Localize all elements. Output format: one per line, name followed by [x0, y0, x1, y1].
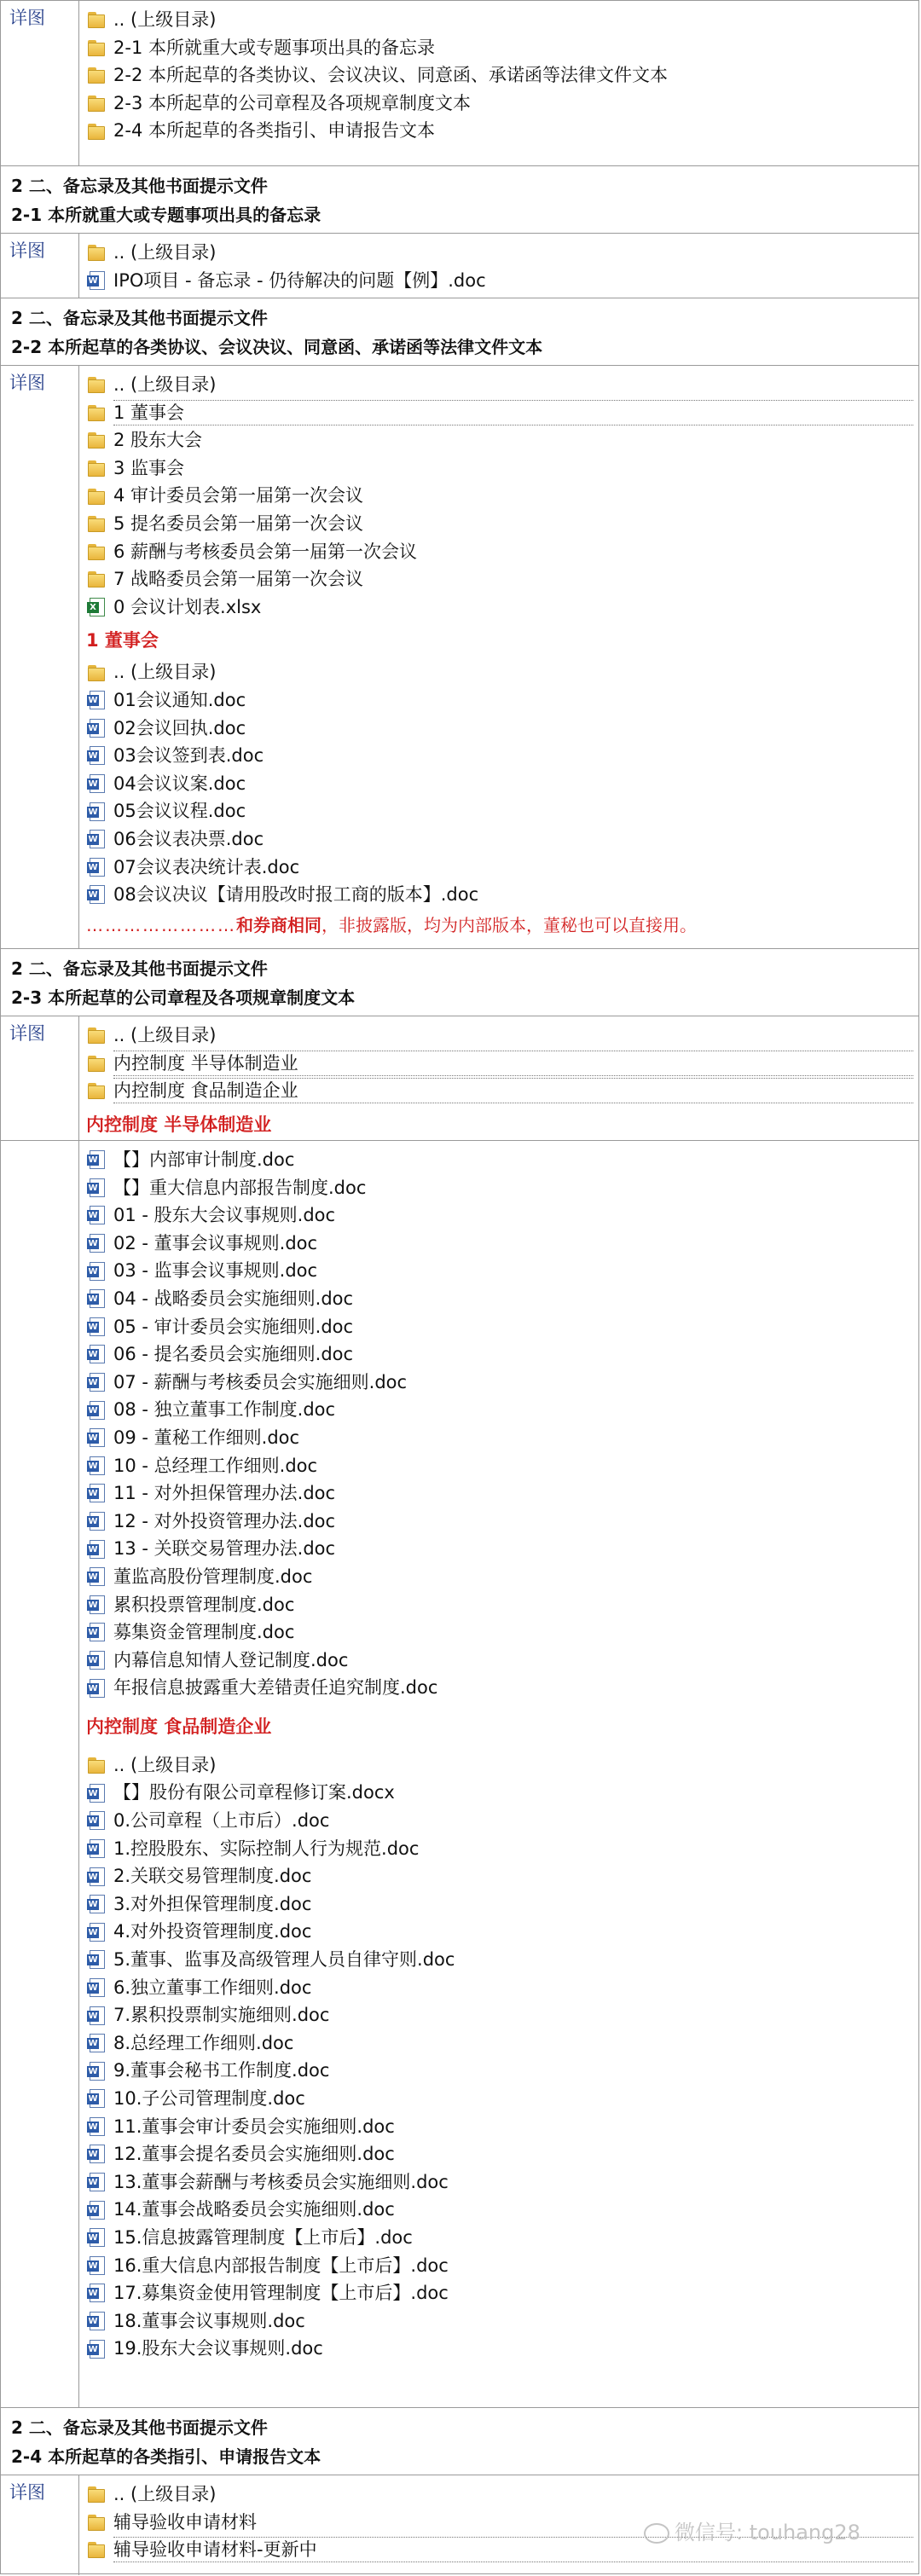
detail-row: [1, 1016, 918, 1140]
word-icon: [86, 1838, 108, 1859]
file-list: [86, 1751, 918, 2363]
folder-item[interactable]: [86, 454, 918, 483]
watermark: [644, 2515, 860, 2545]
word-icon: [86, 1595, 108, 1615]
word-icon: [86, 1810, 108, 1831]
item-label: 3.对外担保管理制度.doc: [113, 1893, 312, 1914]
word-icon: [86, 1400, 108, 1421]
file-item[interactable]: [86, 742, 918, 770]
item-label: 13.董事会薪酬与考核委员会实施细则.doc: [113, 2171, 449, 2192]
folder-icon: [86, 2512, 108, 2533]
file-item[interactable]: [86, 2307, 918, 2336]
word-icon: [86, 2144, 108, 2164]
item-label: 3 监事会: [113, 457, 185, 478]
item-label: 11 - 对外担保管理办法.doc: [113, 1483, 336, 1504]
file-item[interactable]: [86, 1974, 918, 2002]
item-label: 【】重大信息内部报告制度.doc: [113, 1177, 367, 1198]
item-label: 2-1 本所就重大或专题事项出具的备忘录: [113, 37, 435, 58]
file-item[interactable]: [86, 2001, 918, 2029]
word-icon: [86, 1511, 108, 1531]
file-item[interactable]: [86, 854, 918, 882]
item-label: 4.对外投资管理制度.doc: [113, 1921, 312, 1942]
file-list: [86, 1022, 918, 1105]
item-label: 02会议回执.doc: [113, 717, 246, 738]
item-label: 15.信息披露管理制度【上市后】.doc: [113, 2226, 413, 2248]
item-label: .. (上级目录): [113, 2484, 217, 2504]
file-item[interactable]: [86, 825, 918, 854]
folder-icon: [86, 2484, 108, 2504]
word-icon: [86, 2339, 108, 2359]
item-label: .. (上级目录): [113, 374, 217, 395]
folder-item[interactable]: [86, 6, 918, 34]
item-label: 1.控股股东、实际控制人行为规范.doc: [113, 1838, 420, 1859]
file-item[interactable]: [86, 593, 918, 622]
folder-item[interactable]: [86, 1077, 918, 1105]
word-icon: [86, 690, 108, 710]
word-icon: [86, 2255, 108, 2276]
word-icon: [86, 1622, 108, 1642]
section-title: 2 二、备忘录及其他书面提示文件: [11, 2417, 268, 2438]
item-label: 01会议通知.doc: [113, 689, 246, 710]
file-item[interactable]: [86, 1313, 918, 1341]
folder-icon: [86, 374, 108, 395]
word-icon: [86, 1288, 108, 1309]
item-label: 2.关联交易管理制度.doc: [113, 1866, 312, 1887]
folder-icon: [86, 1025, 108, 1045]
file-item[interactable]: [86, 1674, 918, 1702]
detail-label-empty: [1, 1141, 79, 2407]
item-label: IPO项目 - 备忘录 - 仍待解决的问题【例】.doc: [113, 269, 486, 291]
word-icon: [86, 1149, 108, 1170]
item-label: 08会议决议【请用股改时报工商的版本】.doc: [113, 884, 479, 906]
item-label: 8.总经理工作细则.doc: [113, 2032, 294, 2053]
file-item[interactable]: [86, 1285, 918, 1313]
item-label: 内控制度 半导体制造业: [113, 1051, 913, 1076]
item-label: 02 - 董事会议事规则.doc: [113, 1232, 318, 1253]
file-item[interactable]: [86, 1807, 918, 1835]
word-icon: [86, 2283, 108, 2303]
word-icon: [86, 1344, 108, 1364]
folder-item[interactable]: [86, 399, 918, 427]
file-item[interactable]: [86, 2224, 918, 2252]
notice-rest: ，非披露版，均为内部版本，董秘也可以直接用。: [321, 914, 697, 935]
folder-item[interactable]: [86, 482, 918, 510]
section-subtitle: 2-3 本所起草的公司章程及各项规章制度文本: [11, 987, 356, 1008]
word-icon: [86, 1205, 108, 1225]
word-icon: [86, 2061, 108, 2081]
file-item[interactable]: [86, 1424, 918, 1452]
item-label: 10.子公司管理制度.doc: [113, 2088, 305, 2109]
file-item[interactable]: [86, 1508, 918, 1536]
item-label: 07 - 薪酬与考核委员会实施细则.doc: [113, 1371, 408, 1392]
word-icon: [86, 1539, 108, 1560]
section-title: 2 二、备忘录及其他书面提示文件: [11, 176, 268, 196]
item-label: 5.董事、监事及高级管理人员自律守则.doc: [113, 1949, 455, 1971]
folder-icon: [86, 2539, 108, 2560]
sub-heading: 1 董事会: [86, 630, 159, 651]
file-item[interactable]: [86, 1835, 918, 1863]
file-item[interactable]: [86, 797, 918, 825]
word-icon: [86, 1317, 108, 1337]
item-label: 2-3 本所起草的公司章程及各项规章制度文本: [113, 92, 471, 113]
file-item[interactable]: [86, 1591, 918, 1619]
notice-highlight: 和券商相同: [236, 914, 321, 935]
word-icon: [86, 773, 108, 794]
word-icon: [86, 745, 108, 766]
item-label: 累积投票管理制度.doc: [113, 1594, 295, 1615]
item-label: 18.董事会议事规则.doc: [113, 2310, 305, 2331]
item-label: 2 股东大会: [113, 430, 203, 451]
item-label: 0 会议计划表.xlsx: [113, 596, 262, 617]
item-label: 内控制度 食品制造企业: [113, 1078, 913, 1103]
word-icon: [86, 1977, 108, 1998]
item-label: 04会议议案.doc: [113, 773, 246, 794]
file-item[interactable]: [86, 1479, 918, 1508]
word-icon: [86, 1922, 108, 1942]
file-item[interactable]: [86, 2085, 918, 2113]
folder-icon: [86, 65, 108, 85]
section-header: [1, 298, 918, 365]
folder-icon: [86, 121, 108, 142]
item-label: 13 - 关联交易管理办法.doc: [113, 1538, 336, 1560]
item-label: 2-4 本所起草的各类指引、申请报告文本: [113, 120, 435, 142]
section-title: 2 二、备忘录及其他书面提示文件: [11, 958, 268, 979]
file-item[interactable]: [86, 1257, 918, 1285]
item-label: .. (上级目录): [113, 1025, 217, 1045]
item-label: 辅导验收申请材料-更新中: [113, 2537, 913, 2562]
folder-icon: [86, 93, 108, 113]
item-label: 03 - 监事会议事规则.doc: [113, 1260, 318, 1282]
file-item[interactable]: [86, 881, 918, 909]
word-icon: [86, 1178, 108, 1198]
file-item[interactable]: [86, 1946, 918, 1974]
item-label: 【】股份有限公司章程修订案.docx: [113, 1782, 395, 1803]
item-label: .. (上级目录): [113, 1754, 217, 1775]
file-item[interactable]: [86, 2140, 918, 2168]
item-label: 9.董事会秘书工作制度.doc: [113, 2060, 330, 2081]
file-item[interactable]: [86, 1146, 918, 1174]
folder-icon: [86, 1053, 108, 1074]
file-item[interactable]: [86, 2057, 918, 2085]
folder-item[interactable]: [86, 1050, 918, 1078]
folder-item[interactable]: [86, 34, 918, 62]
item-label: 6.独立董事工作细则.doc: [113, 1977, 312, 1998]
word-icon: [86, 802, 108, 822]
folder-icon: [86, 1080, 108, 1101]
file-item[interactable]: [86, 2168, 918, 2197]
folder-item[interactable]: [86, 426, 918, 454]
folder-icon: [86, 1755, 108, 1775]
detail-label: 详图: [1, 366, 79, 948]
folder-item[interactable]: [86, 90, 918, 118]
folder-item[interactable]: [86, 510, 918, 538]
file-item[interactable]: [86, 2335, 918, 2363]
file-item[interactable]: [86, 1563, 918, 1591]
word-icon: [86, 1456, 108, 1476]
word-icon: [86, 884, 108, 905]
item-label: 17.募集资金使用管理制度【上市后】.doc: [113, 2283, 449, 2304]
excel-icon: [86, 597, 108, 617]
word-icon: [86, 1949, 108, 1970]
sub-heading: 内控制度 半导体制造业: [86, 1114, 272, 1135]
folder-icon: [86, 458, 108, 478]
item-label: .. (上级目录): [113, 9, 217, 30]
file-item[interactable]: [86, 1779, 918, 1807]
folder-icon: [86, 430, 108, 450]
folder-item[interactable]: [86, 658, 918, 686]
item-label: 04 - 战略委员会实施细则.doc: [113, 1288, 354, 1309]
item-label: 09 - 董秘工作细则.doc: [113, 1427, 300, 1448]
file-item[interactable]: [86, 1890, 918, 1919]
folder-icon: [86, 486, 108, 507]
file-item[interactable]: [86, 1862, 918, 1890]
word-icon: [86, 1894, 108, 1914]
file-item[interactable]: [86, 2113, 918, 2141]
item-label: 03会议签到表.doc: [113, 745, 264, 767]
file-list: [79, 234, 918, 298]
section-header: [1, 948, 918, 1016]
file-list: [86, 1146, 918, 1702]
folder-item[interactable]: [86, 239, 918, 267]
file-item[interactable]: [86, 1396, 918, 1424]
file-item[interactable]: [86, 2196, 918, 2224]
detail-label: 详图: [1, 234, 79, 298]
item-label: 07会议表决统计表.doc: [113, 856, 300, 877]
item-label: 08 - 独立董事工作制度.doc: [113, 1399, 336, 1421]
watermark-text: 微信号: touhang28: [675, 2521, 860, 2544]
word-icon: [86, 2172, 108, 2192]
folder-item[interactable]: [86, 371, 918, 399]
file-item[interactable]: [86, 1174, 918, 1202]
folder-icon: [86, 402, 108, 423]
word-icon: [86, 2227, 108, 2248]
word-icon: [86, 1678, 108, 1699]
word-icon: [86, 2116, 108, 2137]
word-icon: [86, 857, 108, 877]
word-icon: [86, 1483, 108, 1503]
word-icon: [86, 2200, 108, 2220]
file-item[interactable]: [86, 770, 918, 798]
word-icon: [86, 2033, 108, 2053]
file-item[interactable]: [86, 267, 918, 295]
folder-item[interactable]: [86, 2480, 918, 2509]
file-item[interactable]: [86, 2029, 918, 2058]
section-subtitle: 2-1 本所就重大或专题事项出具的备忘录: [11, 205, 321, 225]
word-icon: [86, 2311, 108, 2331]
item-label: .. (上级目录): [113, 662, 217, 683]
word-icon: [86, 2006, 108, 2026]
section-subtitle: 2-2 本所起草的各类协议、会议决议、同意函、承诺函等法律文件文本: [11, 337, 543, 357]
file-item[interactable]: [86, 1535, 918, 1563]
detail-row: [1, 365, 918, 948]
item-label: 11.董事会审计委员会实施细则.doc: [113, 2116, 395, 2137]
item-label: 年报信息披露重大差错责任追究制度.doc: [113, 1677, 438, 1699]
file-item[interactable]: [86, 686, 918, 715]
file-list: [86, 371, 918, 621]
word-icon: [86, 718, 108, 738]
detail-label: 详图: [1, 1, 79, 165]
item-label: 16.重大信息内部报告制度【上市后】.doc: [113, 2255, 449, 2276]
item-label: 06 - 提名委员会实施细则.doc: [113, 1344, 354, 1365]
folder-icon: [86, 569, 108, 589]
folder-icon: [86, 513, 108, 534]
detail-label: 详图: [1, 1016, 79, 1140]
folder-item[interactable]: [86, 1751, 918, 1780]
item-label: 12 - 对外投资管理办法.doc: [113, 1510, 336, 1531]
file-item[interactable]: [86, 2279, 918, 2307]
folder-item[interactable]: [86, 117, 918, 145]
folder-icon: [86, 242, 108, 263]
item-label: 12.董事会提名委员会实施细则.doc: [113, 2144, 395, 2165]
file-item[interactable]: [86, 1369, 918, 1397]
item-label: 0.公司章程（上市后）.doc: [113, 1810, 330, 1832]
wechat-icon: [644, 2523, 669, 2544]
folder-item[interactable]: [86, 565, 918, 593]
folder-icon: [86, 541, 108, 562]
notice-dots: ……………………: [86, 914, 236, 935]
word-icon: [86, 1650, 108, 1670]
notice-text: [86, 911, 918, 940]
word-icon: [86, 1427, 108, 1448]
file-item[interactable]: [86, 1230, 918, 1258]
item-label: 14.董事会战略委员会实施细则.doc: [113, 2199, 395, 2220]
folder-icon: [86, 663, 108, 683]
word-icon: [86, 1372, 108, 1392]
detail-row: [1, 1140, 918, 2407]
folder-icon: [86, 9, 108, 30]
file-item[interactable]: [86, 1618, 918, 1647]
file-list: [79, 1, 918, 165]
item-label: 05会议议程.doc: [113, 801, 246, 822]
section-title: 2 二、备忘录及其他书面提示文件: [11, 308, 268, 328]
item-label: 1 董事会: [113, 400, 913, 425]
folder-item[interactable]: [86, 1022, 918, 1050]
section-header: [1, 2407, 918, 2475]
detail-label: 详图: [1, 2475, 79, 2575]
file-item[interactable]: [86, 1340, 918, 1369]
file-item[interactable]: [86, 1647, 918, 1675]
item-label: 募集资金管理制度.doc: [113, 1622, 295, 1643]
word-icon: [86, 829, 108, 849]
file-list: [86, 658, 918, 908]
folder-item[interactable]: [86, 538, 918, 566]
folder-icon: [86, 38, 108, 58]
section-subtitle: 2-4 本所起草的各类指引、申请报告文本: [11, 2446, 321, 2467]
item-label: 05 - 审计委员会实施细则.doc: [113, 1316, 354, 1337]
file-item[interactable]: [86, 1918, 918, 1946]
item-label: 2-2 本所起草的各类协议、会议决议、同意函、承诺函等法律文件文本: [113, 65, 668, 86]
item-label: 7.累积投票制实施细则.doc: [113, 2005, 330, 2026]
word-icon: [86, 1233, 108, 1253]
word-icon: [86, 1783, 108, 1803]
item-label: 6 薪酬与考核委员会第一届第一次会议: [113, 541, 418, 562]
file-item[interactable]: [86, 1452, 918, 1480]
sub-heading: 内控制度 食品制造企业: [86, 1716, 272, 1737]
item-label: 【】内部审计制度.doc: [113, 1149, 295, 1170]
item-label: 内幕信息知情人登记制度.doc: [113, 1649, 349, 1670]
item-label: 10 - 总经理工作细则.doc: [113, 1455, 318, 1476]
file-item[interactable]: [86, 715, 918, 743]
word-icon: [86, 270, 108, 291]
section-header: [1, 165, 918, 233]
detail-row: [1, 233, 918, 298]
word-icon: [86, 1566, 108, 1587]
file-item[interactable]: [86, 2252, 918, 2280]
word-icon: [86, 1261, 108, 1282]
item-label: 4 审计委员会第一届第一次会议: [113, 485, 364, 507]
word-icon: [86, 1867, 108, 1887]
file-item[interactable]: [86, 1201, 918, 1230]
item-label: 01 - 股东大会议事规则.doc: [113, 1205, 336, 1226]
detail-row: [1, 1, 918, 165]
item-label: 董监高股份管理制度.doc: [113, 1566, 313, 1587]
folder-item[interactable]: [86, 61, 918, 90]
item-label: 辅导验收申请材料: [113, 2511, 257, 2533]
word-icon: [86, 2088, 108, 2109]
item-label: 5 提名委员会第一届第一次会议: [113, 512, 364, 534]
item-label: 06会议表决票.doc: [113, 828, 264, 849]
item-label: 19.股东大会议事规则.doc: [113, 2338, 323, 2359]
item-label: .. (上级目录): [113, 242, 217, 263]
item-label: 7 战略委员会第一届第一次会议: [113, 569, 364, 590]
